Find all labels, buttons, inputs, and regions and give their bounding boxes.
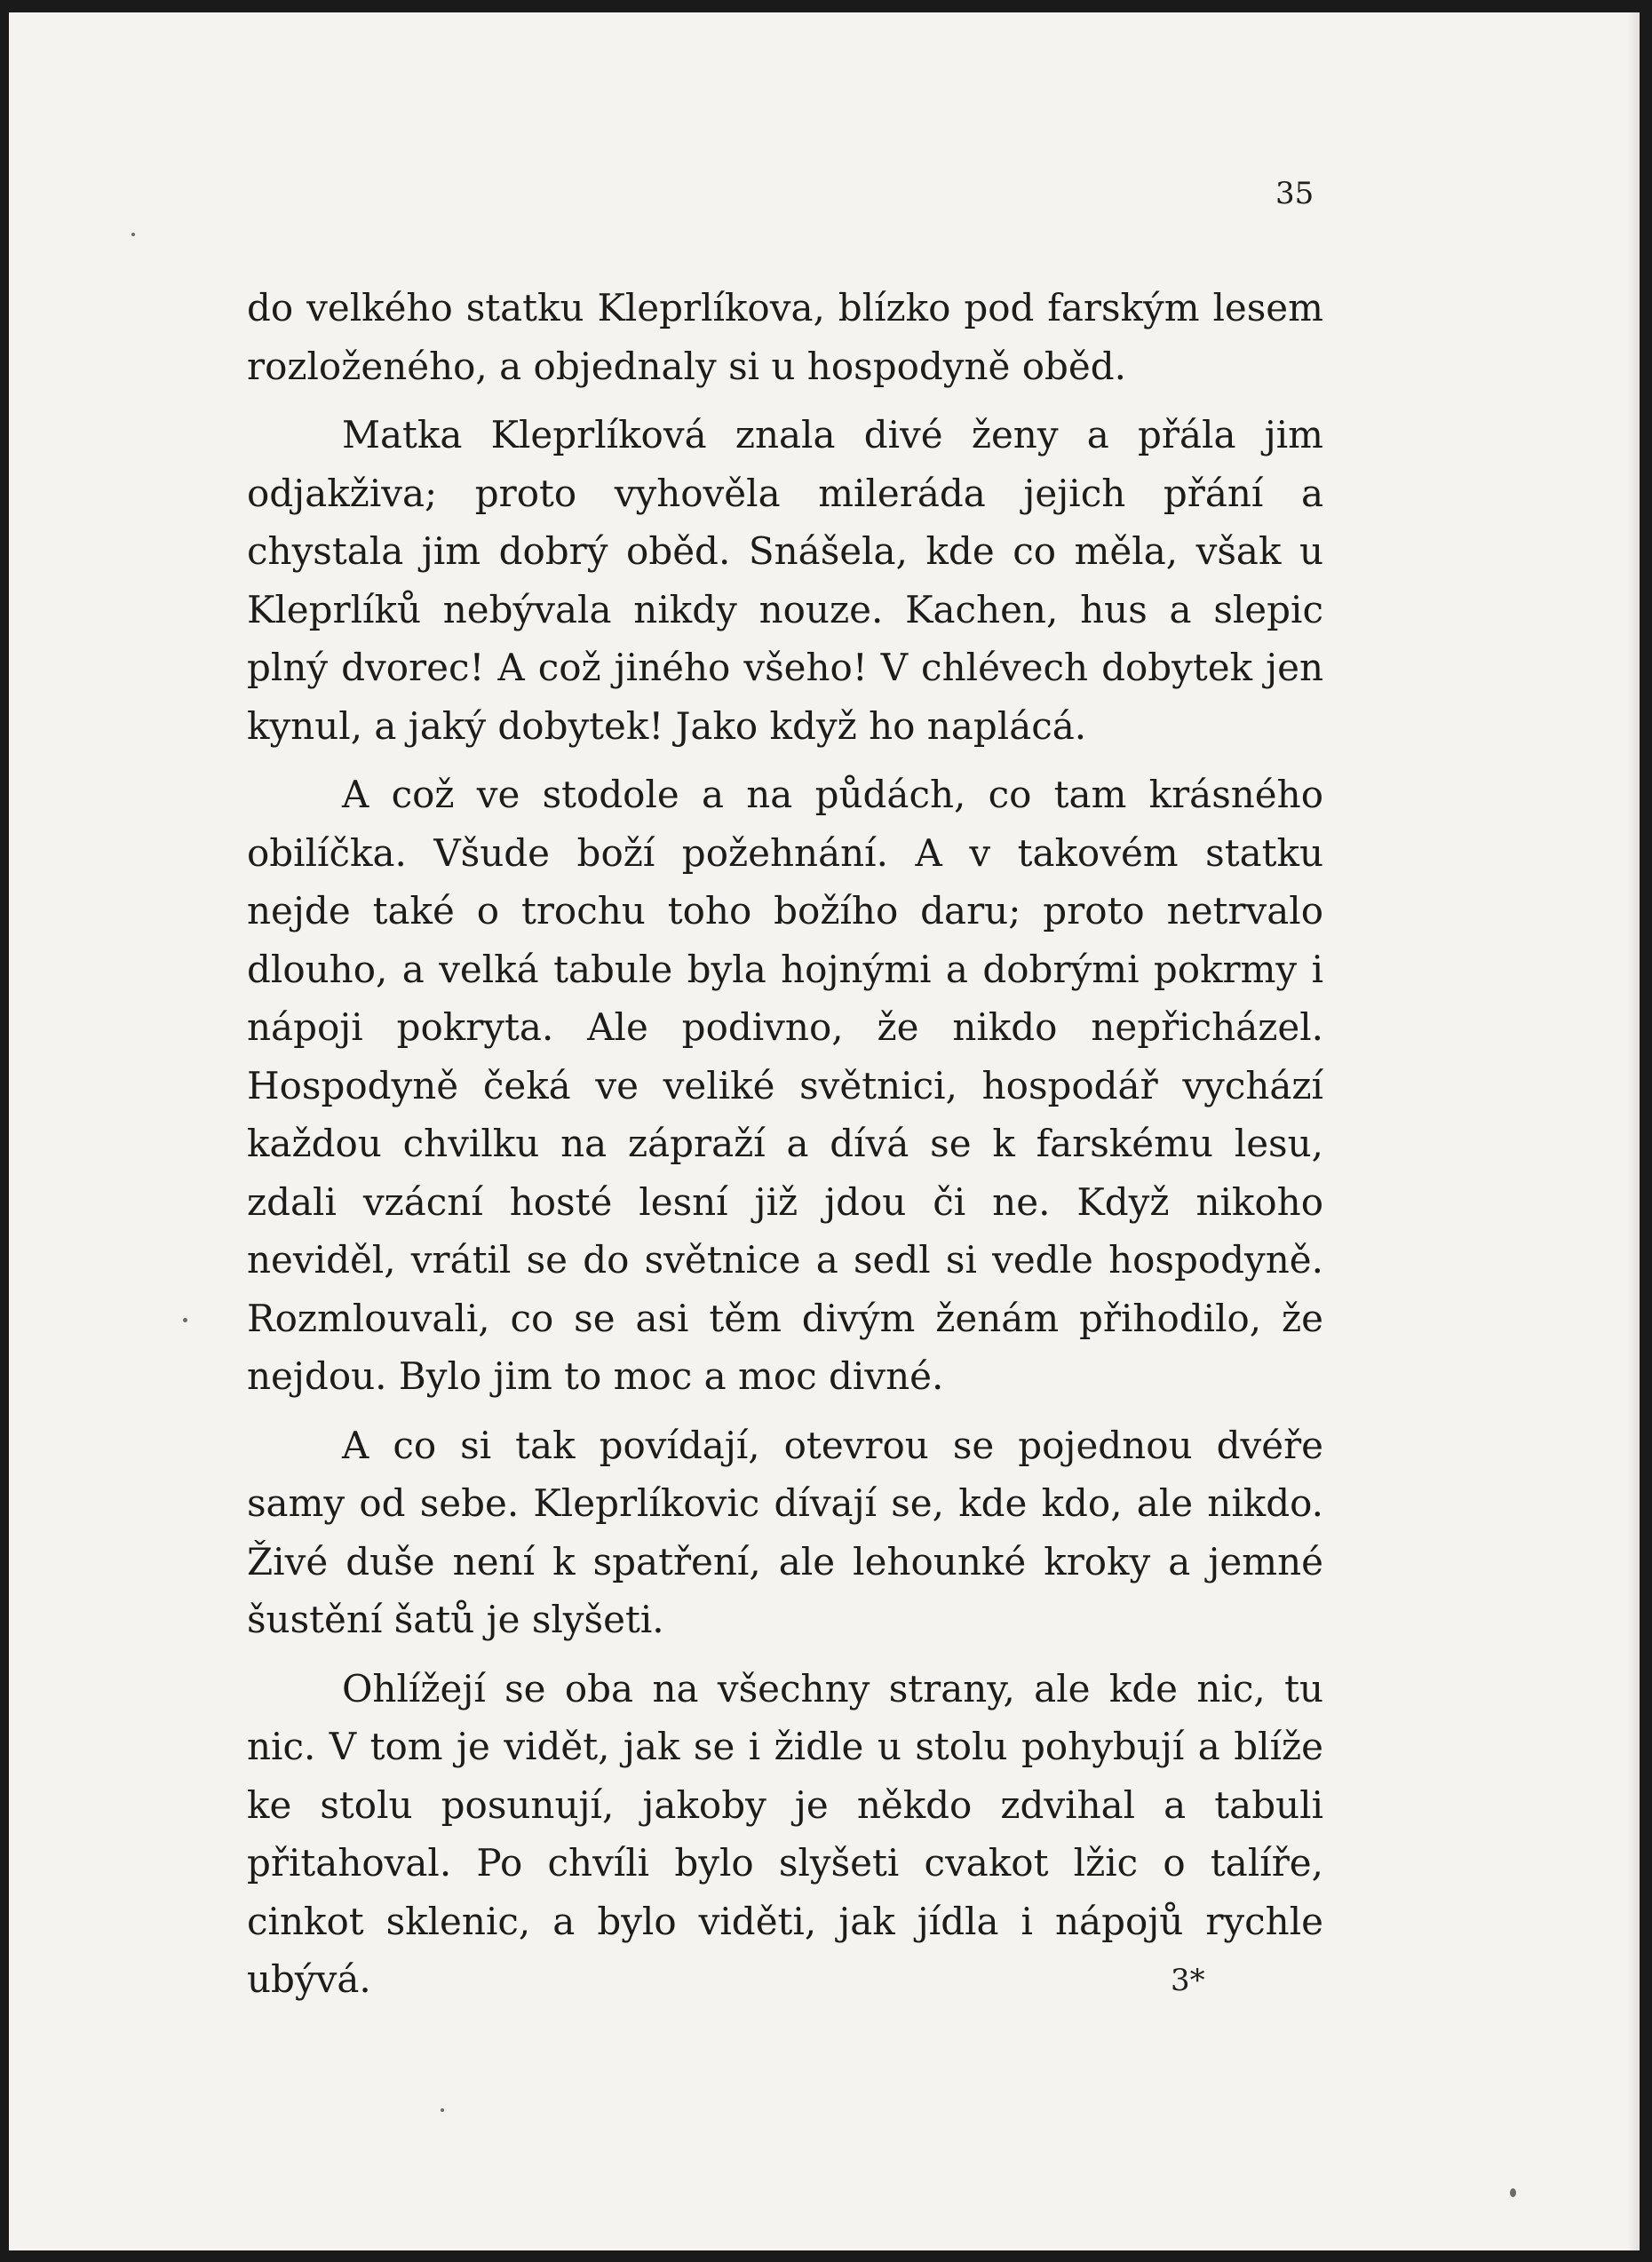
paragraph: A co si tak povídají, otevrou se pojednou dvéře samy od sebe. Kleprlíkovic dívají se, kde kdo, ale nikdo. Živé duše není k spatření, ale lehounké kroky a jemné šustění šatů je slyšeti. [247, 1423, 1323, 1641]
paragraph-continued: do velkého statku Kleprlíkova, blízko pod farským lesem rozloženého, a objednaly si u hospodyně oběd. [247, 286, 1323, 388]
paragraph: A což ve stodole a na půdách, co tam krásného obilíčka. Všude boží požehnání. A v takovém statku nejde také o trochu toho božího daru; proto netrvalo dlouho, a velká tabule byla hojnými a dobrými pokrmy i nápoji pokryta. Ale podivno, že nikdo nepřicházel. Hospodyně čeká ve veliké světnici, hospodář vychází každou chvilku na zápraží a dívá se k farskému lesu, zdali vzácní hosté lesní již jdou či ne. Když nikoho neviděl, vrátil se do světnice a sedl si vedle hospodyně. Rozmlouvali, co se asi těm divým ženám přihodilo, že nejdou. Bylo jim to moc a moc divné. [247, 773, 1323, 1398]
page-edge-shadow [1627, 12, 1640, 2250]
body-text [247, 279, 1323, 2009]
paper-speck [441, 2108, 444, 2112]
paragraph: Ohlížejí se oba na všechny strany, ale kde nic, tu nic. V tom je vidět, jak se i židle u stolu pohybují a blíže ke stolu posunují, jakoby je někdo zdvihal a tabuli přitahoval. Po chvíli bylo slyšeti cvakot lžic o talíře, cinkot sklenic, a bylo viděti, jak jídla i nápojů rychle ubývá. [247, 1666, 1323, 2001]
paper-speck [183, 1318, 187, 1322]
signature-mark: 3* [1171, 1963, 1205, 1998]
paper-speck [1510, 2188, 1516, 2197]
paper-speck [131, 233, 135, 236]
page-number: 35 [1275, 176, 1314, 211]
paragraph: Matka Kleprlíková znala divé ženy a přála jim odjakživa; proto vyhověla mileráda jejich přání a chystala jim dobrý oběd. Snášela, kde co měla, však u Kleprlíků nebývala nikdy nouze. Kachen, hus a slepic plný dvorec! A což jiného všeho! V chlévech dobytek jen kynul, a jaký dobytek! Jako když ho naplácá. [247, 413, 1323, 748]
book-page [9, 12, 1640, 2250]
